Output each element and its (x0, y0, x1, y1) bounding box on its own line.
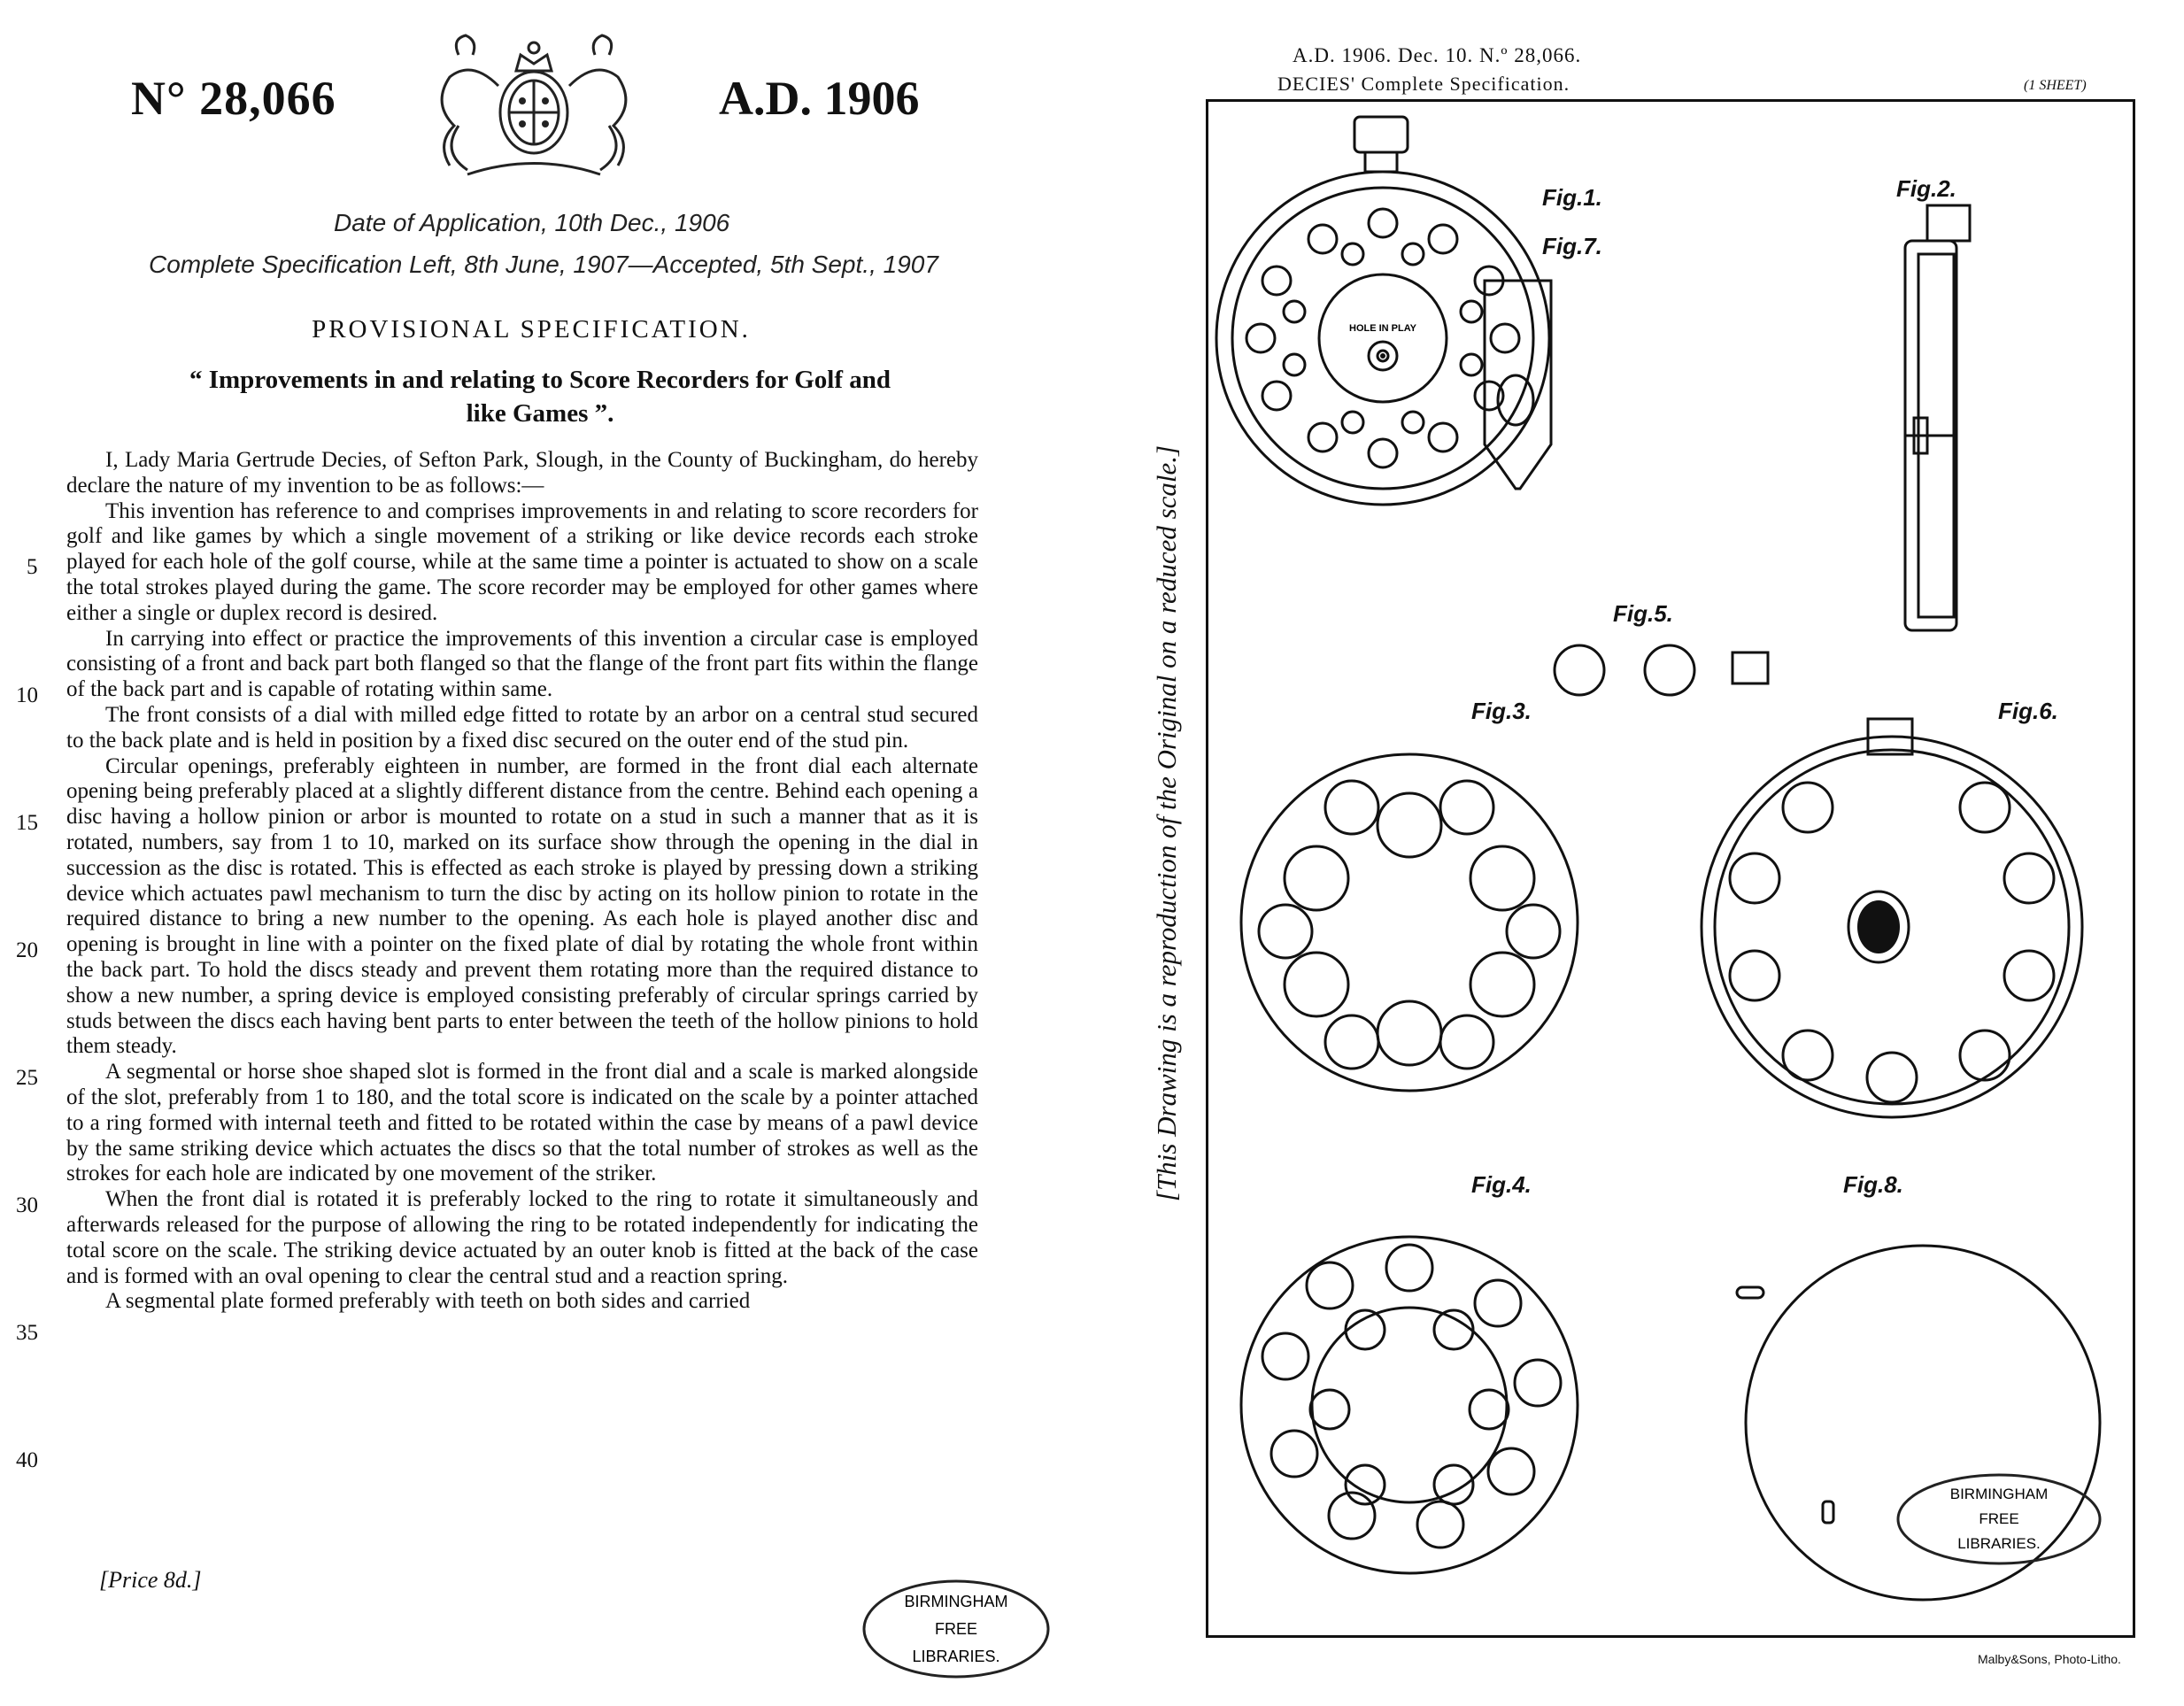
paragraph: Circular openings, preferably eighteen in number, are formed in the front dial each alternate opening being preferably placed at a slightly different distance from the centre. Behind each opening a disc having a hollow pinion or arbor is mounted to rotate on a stud in such a manner that as it is rotated, numbers, say from 1 to 10, marked on its surface show through the opening in the dial in succession as the disc is rotated. This is effected as each stroke is played by pressing down a striking device which actuates pawl mechanism to turn the disc by acting on its hollow pinion to rotate in the required distance to bring a new number to the opening. As each hole is played another disc and opening is brought in line with a pointer on the fixed plate of dial by rotating the whole front within the back part. To hold the discs steady and prevent them rotating more than the required distance to show a new number, a spring device is employed consisting preferably of circular springs carried by studs between the discs each having bent parts to enter between the teeth of the hollow pinions to hold them steady. (66, 753, 978, 1059)
line-number: 15 (16, 811, 38, 835)
patent-number: N° 28,066 (131, 72, 336, 125)
line-number: 40 (16, 1448, 38, 1472)
price: [Price 8d.] (99, 1567, 202, 1593)
line-number: 25 (16, 1066, 38, 1090)
fig-label: Fig.7. (1542, 233, 1602, 259)
paragraph: In carrying into effect or practice the improvements of this invention a circular case is employed consisting of a front and back part both flanged so that the flange of the front part fits within the flange of the back part and is capable of rotating within same. (66, 626, 978, 702)
paragraph: A segmental plate formed preferably with teeth on both sides and carried (105, 1289, 751, 1314)
fig-label: Fig.3. (1471, 698, 1532, 724)
fig-label: Fig.6. (1998, 698, 2058, 724)
printer-credit: Malby&Sons, Photo-Litho. (1978, 1652, 2121, 1666)
paragraph: The front consists of a dial with milled edge fitted to rotate by an arbor on a central stud secured to the back plate and is held in position by a fixed disc secured on the outer end of the stud pin. (66, 702, 978, 753)
svg-text:LIBRARIES.: LIBRARIES. (912, 1648, 1000, 1665)
line-number: 35 (16, 1321, 38, 1345)
svg-text:FREE: FREE (1979, 1510, 2019, 1527)
fig-label: Fig.8. (1843, 1171, 1903, 1198)
fig2-section-drawing (1905, 205, 1970, 630)
patent-drawings (1206, 99, 2135, 1638)
svg-text:LIBRARIES.: LIBRARIES. (1957, 1535, 2041, 1552)
paragraph: When the front dial is rotated it is preferably locked to the ring to rotate it simultaneously and afterwards released for the purpose of allowing the ring to be rotated independently for indicating the total score on the scale. The striking device actuated by an outer knob is fitted at the back of the case and is formed with an oval opening to clear the central stud and a reaction spring. (66, 1187, 978, 1288)
line-number: 5 (27, 555, 38, 579)
drawing-header-title: DECIES' Complete Specification. (1277, 73, 1570, 95)
svg-text:BIRMINGHAM: BIRMINGHAM (904, 1593, 1008, 1610)
svg-text:FREE: FREE (934, 1620, 978, 1638)
fig3-disc-drawing (1241, 754, 1578, 1091)
line-number: 30 (16, 1193, 38, 1217)
royal-crest-icon (405, 19, 662, 188)
specification-body (66, 448, 978, 1315)
drawing-header-date: A.D. 1906. Dec. 10. N.º 28,066. (1293, 44, 1582, 66)
line-number: 20 (16, 938, 38, 962)
fig-label: Fig.5. (1613, 600, 1673, 627)
paragraph: This invention has reference to and comprises improvements in and relating to score recorders for golf and like games by which a single movement of a striking or like device records each stroke played for each hole of the golf course, while at the same time a pointer is actuated to show on a scale the total strokes played during the game. The score recorder may be employed for other games where either a single or duplex record is desired. (66, 498, 978, 625)
fig-label: Fig.1. (1542, 184, 1602, 211)
complete-specification-dates: Complete Specification Left, 8th June, 1907—Accepted, 5th Sept., 1907 (149, 251, 938, 278)
fig-label: Fig.2. (1896, 175, 1956, 202)
sheet-count: (1 SHEET) (2024, 78, 2087, 93)
paragraph: I, Lady Maria Gertrude Decies, of Sefton Park, Slough, in the County of Buckingham, do hereby declare the nature of my invention to be as follows:— (66, 448, 978, 498)
fig-label: Fig.4. (1471, 1171, 1532, 1198)
library-stamp-right (1893, 1468, 2105, 1574)
paragraph: A segmental or horse shoe shaped slot is formed in the front dial and a scale is marked alongside of the slot, preferably from 1 to 180, and the total score is indicated on the scale by a pointer attached to a ring formed with internal teeth and fitted to be rotated within the case by means of a pawl device by the same striking device which actuates the discs so that the total number of strokes as well as the strokes for each hole are indicated by one movement of the striker. (66, 1060, 978, 1186)
provisional-specification-heading: PROVISIONAL SPECIFICATION. (312, 315, 751, 344)
library-stamp (859, 1576, 1053, 1682)
line-number: 10 (16, 683, 38, 707)
invention-title: “ Improvements in and relating to Score Recorders for Golf and like Games ”. (189, 366, 891, 428)
svg-text:BIRMINGHAM: BIRMINGHAM (1949, 1486, 2049, 1502)
fig1-watch-drawing (1216, 117, 1549, 505)
fig7-plate-drawing (1485, 281, 1551, 489)
patent-year: A.D. 1906 (719, 72, 920, 125)
hole-in-play-label: HOLE IN PLAY (1349, 323, 1416, 334)
fig4-spring-drawing (1241, 1237, 1578, 1573)
date-of-application: Date of Application, 10th Dec., 1906 (334, 209, 730, 236)
